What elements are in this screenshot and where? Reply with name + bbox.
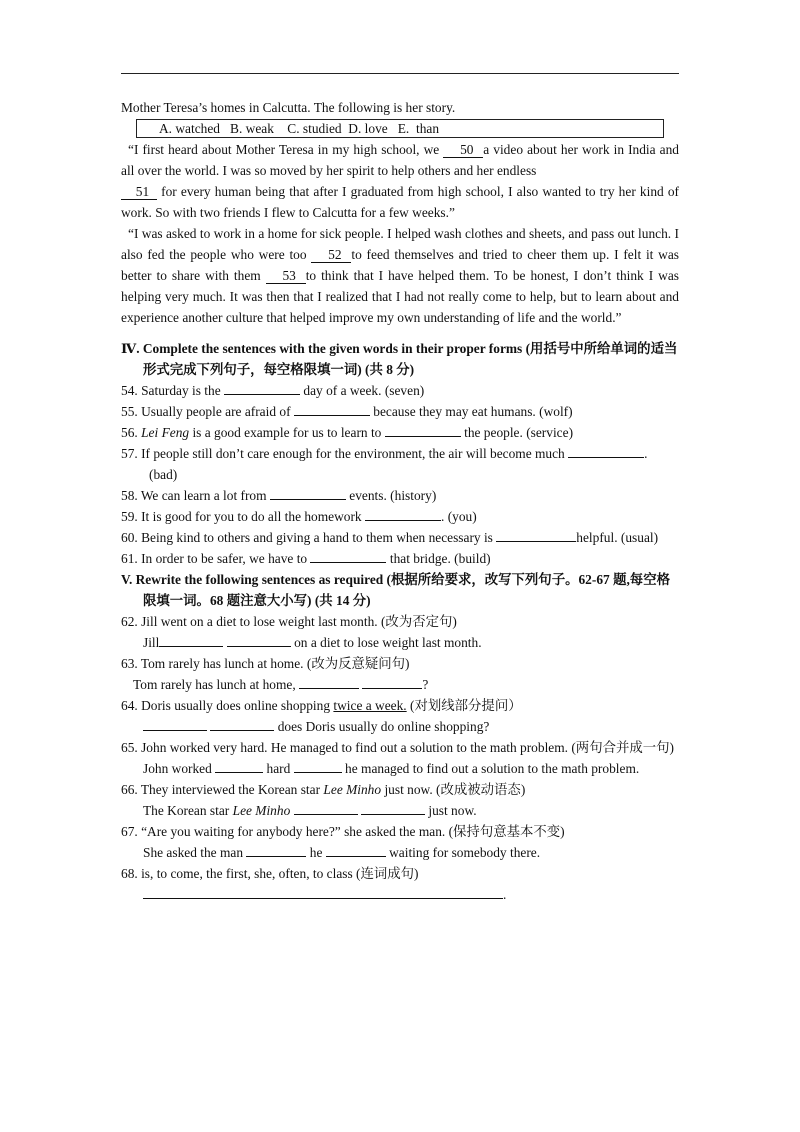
- word-options-box: A. watched B. weak C. studied D. love E. than: [136, 119, 664, 138]
- answer-blank-62-1[interactable]: [159, 633, 223, 647]
- blank-53[interactable]: 53: [266, 268, 306, 284]
- answer-blank-59[interactable]: [365, 507, 441, 521]
- answer-66: The Korean star Lee Minho just now.: [143, 803, 477, 818]
- answer-63: Tom rarely has lunch at home, ?: [133, 677, 429, 692]
- answer-blank-66-2[interactable]: [361, 801, 425, 815]
- question-54: 54. Saturday is the day of a week. (seven): [121, 383, 425, 398]
- question-62: 62. Jill went on a diet to lose weight last month. (改为否定句): [121, 614, 457, 629]
- question-66: 66. They interviewed the Korean star Lee Minho just now. (改成被动语态): [121, 782, 526, 797]
- question-58: 58. We can learn a lot from events. (history): [121, 488, 437, 503]
- answer-62: Jill on a diet to lose weight last month.: [143, 635, 482, 650]
- question-55: 55. Usually people are afraid of because they may eat humans. (wolf): [121, 404, 573, 419]
- question-56: 56. Lei Feng is a good example for us to learn to the people. (service): [121, 425, 574, 440]
- answer-blank-65-1[interactable]: [215, 759, 263, 773]
- question-60: 60. Being kind to others and giving a hand to them when necessary is helpful. (usual): [121, 530, 659, 545]
- answer-blank-62-2[interactable]: [227, 633, 291, 647]
- question-65: 65. John worked very hard. He managed to find out a solution to the math problem. (两句合并成一句): [121, 740, 675, 755]
- question-63: 63. Tom rarely has lunch at home. (改为反意疑问句): [121, 656, 410, 671]
- answer-blank-55[interactable]: [294, 402, 370, 416]
- answer-blank-54[interactable]: [224, 381, 300, 395]
- passage-intro: Mother Teresa’s homes in Calcutta. The following is her story.: [121, 100, 456, 115]
- question-61: 61. In order to be safer, we have to that bridge. (build): [121, 551, 491, 566]
- question-68: 68. is, to come, the first, she, often, to class (连词成句): [121, 866, 419, 881]
- answer-blank-67-1[interactable]: [246, 843, 306, 857]
- section-4-title: Ⅳ. Complete the sentences with the given words in their proper forms (用括号中所给单词的适当形式完成下列句子，每空格限填一词) (共 8 分): [121, 341, 678, 377]
- question-57: 57. If people still don’t care enough for the environment, the air will become much . (bad): [121, 446, 648, 482]
- blank-50[interactable]: 50: [443, 142, 483, 158]
- question-64: 64. Doris usually does online shopping twice a week. (对划线部分提问）: [121, 698, 522, 713]
- header-rule: [121, 73, 679, 74]
- answer-blank-61[interactable]: [310, 549, 386, 563]
- answer-blank-65-2[interactable]: [294, 759, 342, 773]
- answer-blank-63-2[interactable]: [362, 675, 422, 689]
- question-59: 59. It is good for you to do all the homework . (you): [121, 509, 477, 524]
- answer-blank-57[interactable]: [568, 444, 644, 458]
- passage-paragraph-2: “I was asked to work in a home for sick people. I helped wash clothes and sheets, and pass out lunch. I also fed the people who were too 52 to feed themselves and tried to cheer them up. I felt it was better to share with them 53 to think that I have helped them. To be honest, I don’t think I was helping very much. It was then that I realized that I had not really come to help, but to learn about and experience another culture that helped improve my own understanding of life and the world.”: [121, 226, 680, 325]
- answer-blank-56[interactable]: [385, 423, 461, 437]
- answer-blank-64-2[interactable]: [210, 717, 274, 731]
- answer-68: .: [121, 884, 679, 905]
- passage-paragraph-1: “I first heard about Mother Teresa in my high school, we 50 a video about her work in India and all over the world. I was so moved by her spirit to help others and her endless 51 for every human being that after I graduated from high school, I also wanted to try her kind of work. So with two friends I flew to Calcutta for a few weeks.”: [121, 142, 679, 220]
- answer-line-68[interactable]: [143, 885, 503, 899]
- answer-64: does Doris usually do online shopping?: [121, 716, 679, 737]
- answer-blank-58[interactable]: [270, 486, 346, 500]
- question-67: 67. “Are you waiting for anybody here?” she asked the man. (保持句意基本不变): [121, 824, 565, 839]
- answer-blank-60[interactable]: [496, 528, 576, 542]
- answer-65: John worked hard he managed to find out a solution to the math problem.: [143, 761, 640, 776]
- answer-blank-66-1[interactable]: [294, 801, 358, 815]
- page-content: [121, 97, 679, 905]
- answer-67: She asked the man he waiting for somebody there.: [143, 845, 541, 860]
- section-5-title: V. Rewrite the following sentences as required (根据所给要求，改写下列句子。62-67 题,每空格限填一词。68 题注意大小写) (共 14 分): [121, 572, 670, 608]
- blank-52[interactable]: 52: [311, 247, 351, 263]
- answer-blank-67-2[interactable]: [326, 843, 386, 857]
- answer-blank-63-1[interactable]: [299, 675, 359, 689]
- answer-blank-64-1[interactable]: [143, 717, 207, 731]
- blank-51[interactable]: 51: [121, 184, 157, 200]
